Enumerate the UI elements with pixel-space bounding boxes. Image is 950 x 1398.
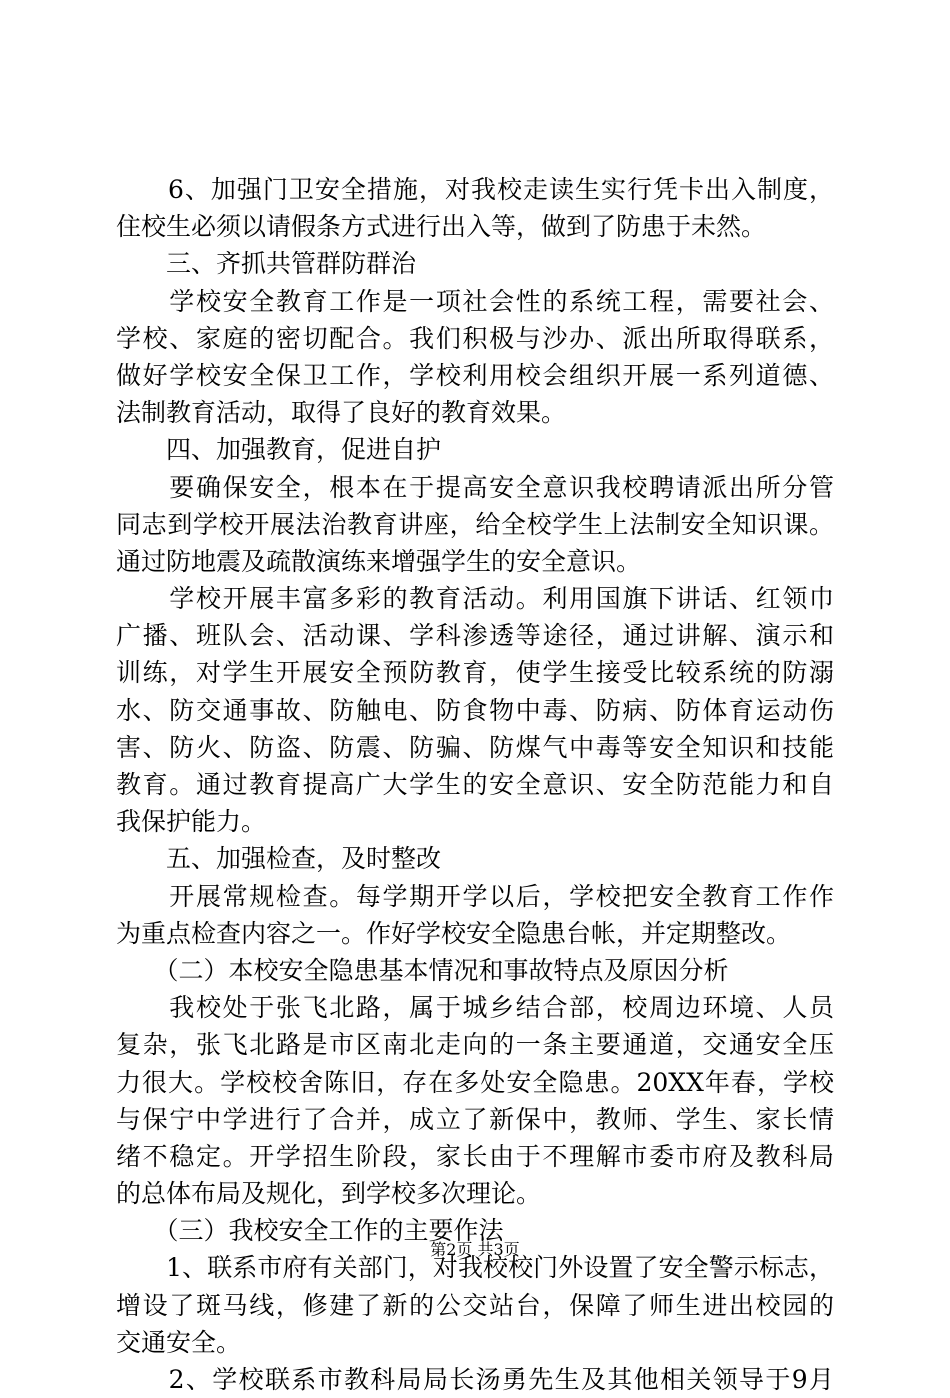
text-line: （三）我校安全工作的主要作法	[116, 1216, 504, 1246]
document-body	[116, 171, 834, 1398]
text-line: 学校开展丰富多彩的教育活动。利用国旗下讲话、红领巾	[116, 584, 834, 614]
text-line: 要确保安全，根本在于提高安全意识我校聘请派出所分管	[116, 472, 834, 502]
text-line: 做好学校安全保卫工作，学校利用校会组织开展一系列道德、	[116, 360, 834, 390]
text-line: 教育。通过教育提高广大学生的安全意识、安全防范能力和自	[116, 770, 834, 799]
text-line: 我保护能力。	[116, 807, 267, 837]
text-line: 的总体布局及规化，到学校多次理论。	[116, 1179, 542, 1209]
text-line: 与保宁中学进行了合并，成立了新保中，教师、学生、家长情	[116, 1104, 834, 1134]
text-line: 交通安全。	[116, 1327, 242, 1357]
text-line: 四、加强教育，促进自护	[116, 435, 442, 465]
text-line: 1、联系市府有关部门，对我校校门外设置了安全警示标志，	[116, 1253, 834, 1283]
text-line: 训练，对学生开展安全预防教育，使学生接受比较系统的防溺	[116, 658, 834, 688]
page-number-footer: 第2页 共3页	[430, 1240, 520, 1259]
text-line: 学校、家庭的密切配合。我们积极与沙办、派出所取得联系，	[116, 323, 834, 353]
text-line: （二）本校安全隐患基本情况和事故特点及原因分析	[116, 955, 729, 985]
text-line: 住校生必须以请假条方式进行出入等，做到了防患于未然。	[116, 212, 767, 242]
text-line: 我校处于张飞北路，属于城乡结合部，校周边环境、人员	[116, 993, 834, 1023]
text-line: 法制教育活动，取得了良好的教育效果。	[116, 398, 567, 428]
text-line: 复杂，张飞北路是市区南北走向的一条主要通道，交通安全压	[116, 1030, 834, 1060]
text-line: 2、学校联系市教科局局长汤勇先生及其他相关领导于9月	[116, 1365, 834, 1394]
text-line: 水、防交通事故、防触电、防食物中毒、防病、防体育运动伤	[116, 695, 834, 725]
text-line: 广播、班队会、活动课、学科渗透等途径，通过讲解、演示和	[116, 621, 834, 651]
text-line: 五、加强检查，及时整改	[116, 844, 442, 874]
text-line: 学校安全教育工作是一项社会性的系统工程，需要社会、	[116, 286, 834, 316]
text-line: 开展常规检查。每学期开学以后，学校把安全教育工作作	[116, 881, 834, 911]
text-line: 通过防地震及疏散演练来增强学生的安全意识。	[116, 546, 642, 576]
text-line: 绪不稳定。开学招生阶段，家长由于不理解市委市府及教科局	[116, 1141, 834, 1171]
text-line: 三、齐抓共管群防群治	[116, 249, 417, 279]
text-line: 同志到学校开展法治教育讲座，给全校学生上法制安全知识课。	[116, 509, 834, 539]
text-line: 害、防火、防盗、防震、防骗、防煤气中毒等安全知识和技能	[116, 732, 834, 762]
text-line: 力很大。学校校舍陈旧，存在多处安全隐患。20XX年春，学校	[116, 1067, 834, 1097]
text-line: 6、加强门卫安全措施，对我校走读生实行凭卡出入制度，	[116, 175, 834, 204]
text-line: 增设了斑马线，修建了新的公交站台，保障了师生进出校园的	[116, 1290, 834, 1320]
text-line: 为重点检查内容之一。作好学校安全隐患台帐，并定期整改。	[116, 918, 792, 948]
